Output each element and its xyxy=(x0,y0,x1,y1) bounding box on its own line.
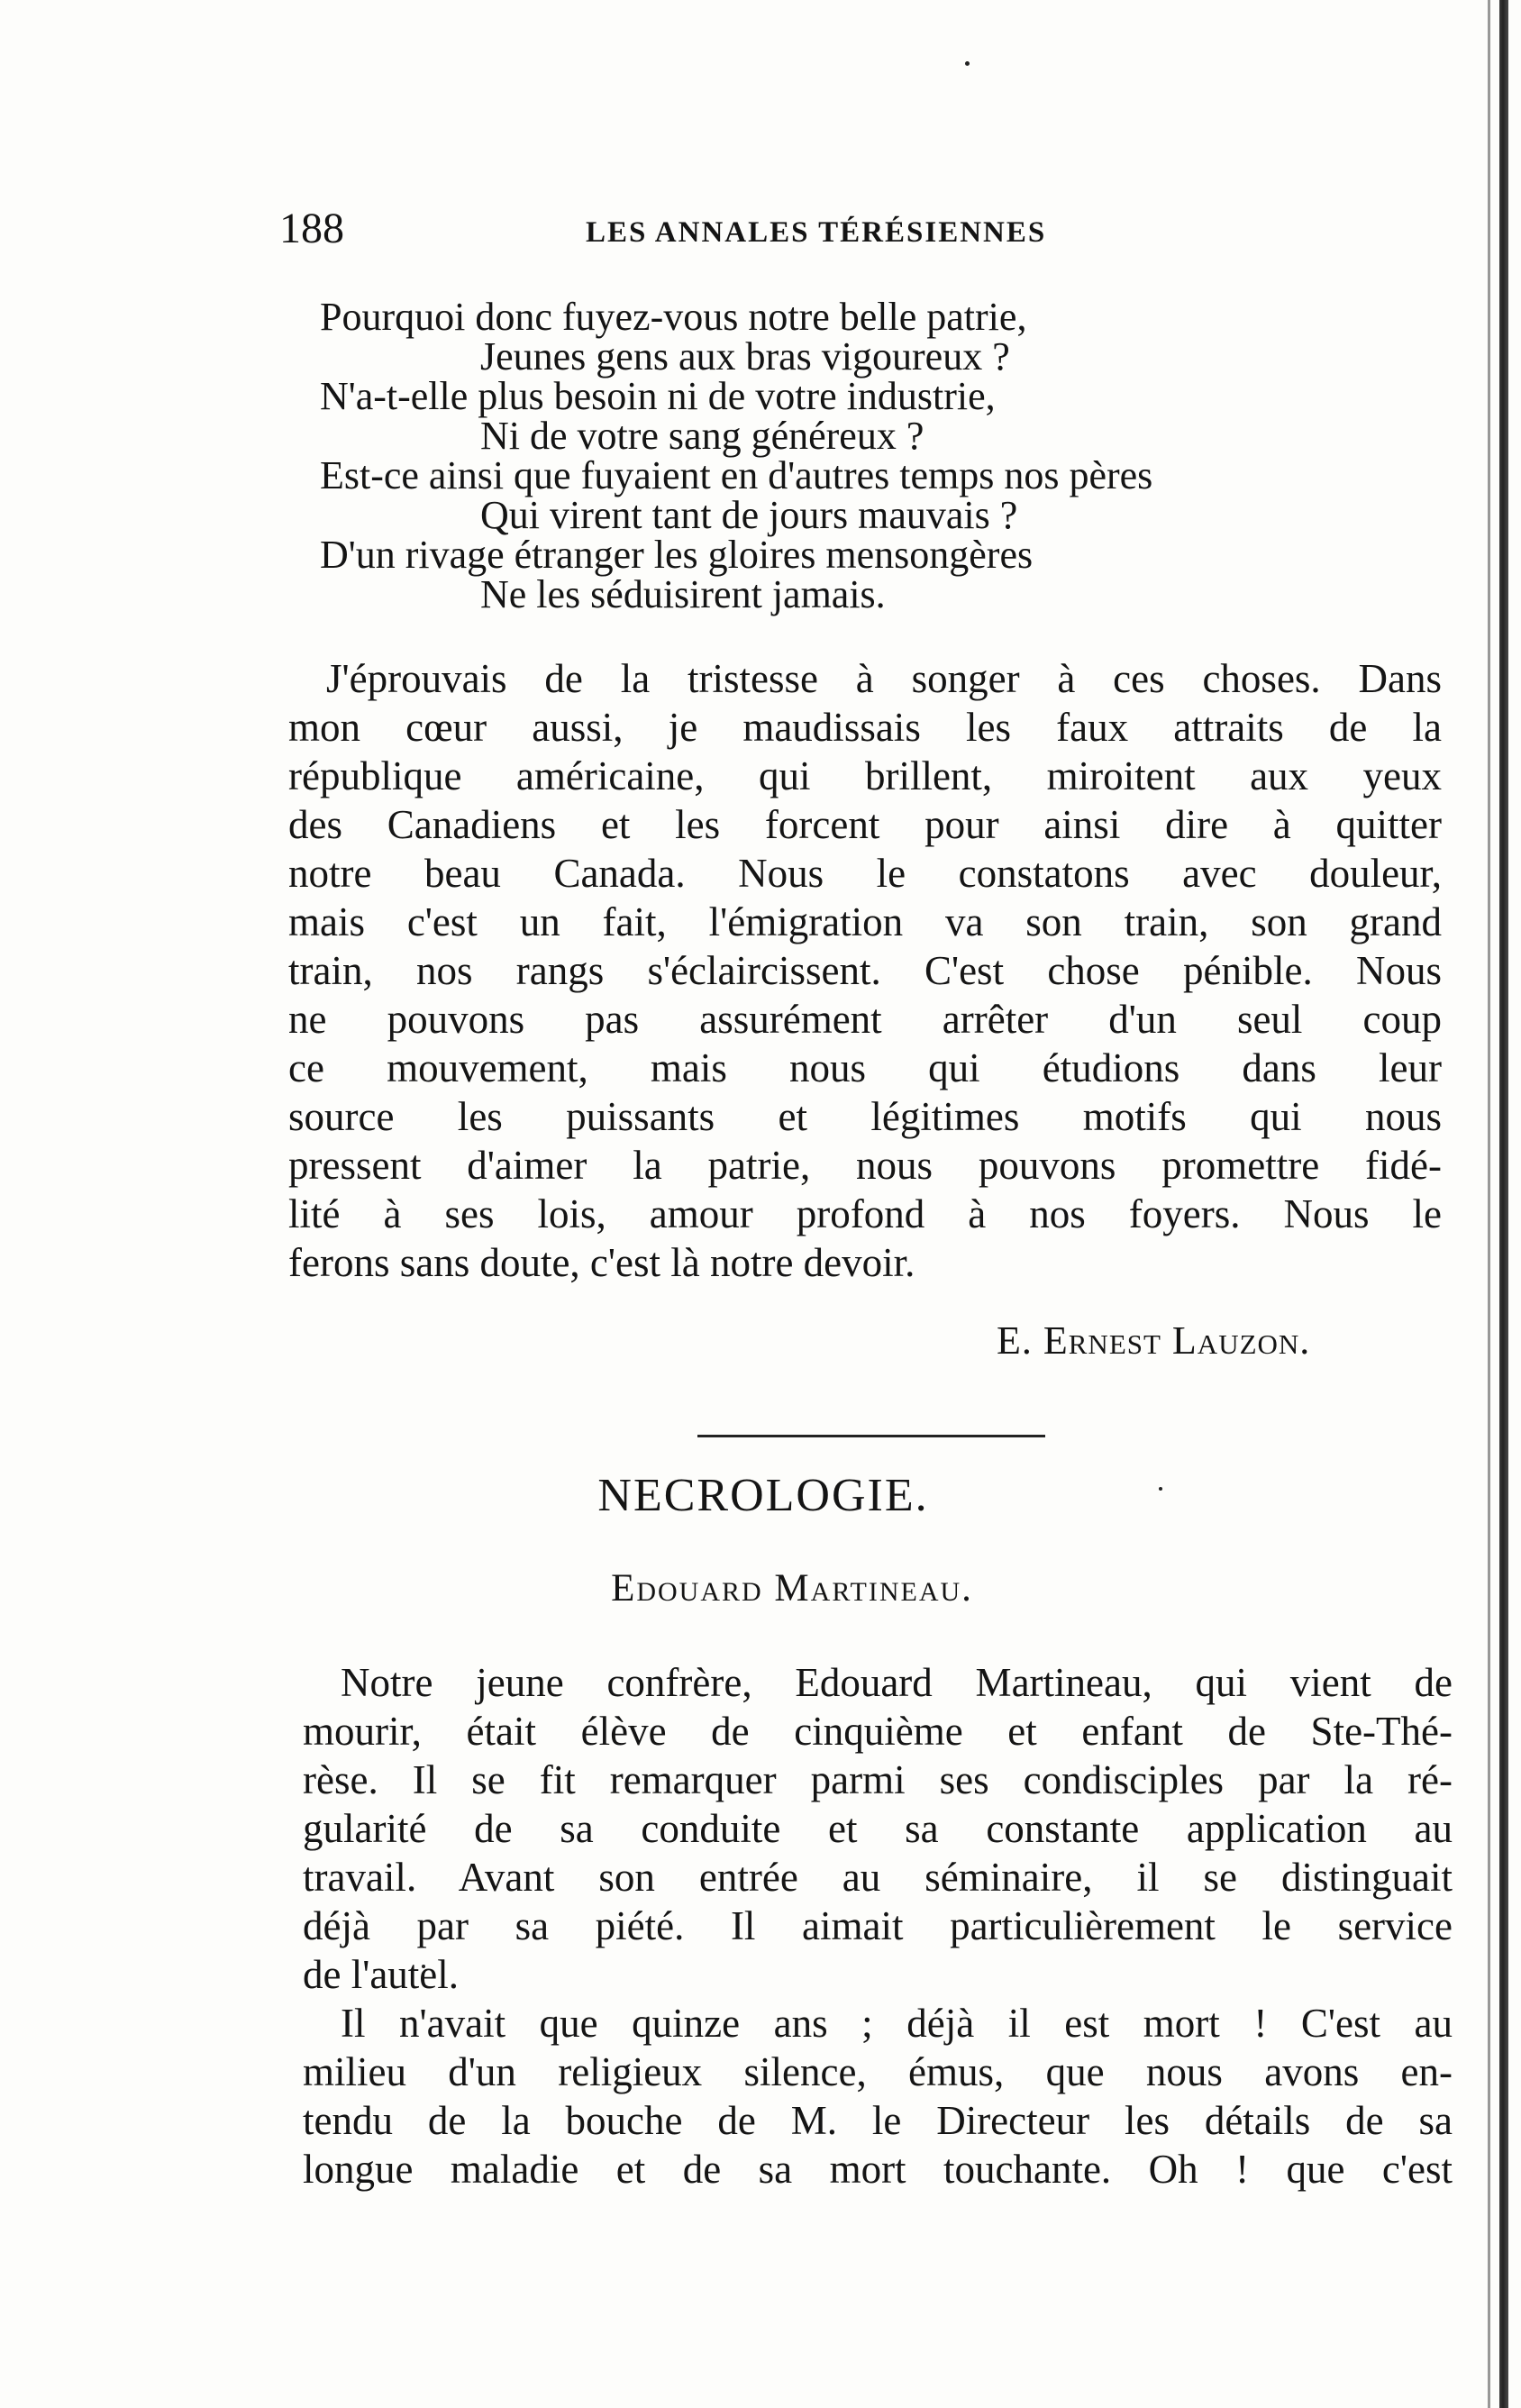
paragraph-line: Notre jeune confrère, Edouard Martineau, qui vient de xyxy=(341,1660,1453,1705)
paragraph-line: gularité de sa conduite et sa constante application au xyxy=(303,1806,1453,1851)
paragraph-line: Il n'avait que quinze ans ; déjà il est mort ! C'est au xyxy=(341,2001,1453,2046)
page-number: 188 xyxy=(279,205,344,252)
paragraph-line: mon cœur aussi, je maudissais les faux attraits de la xyxy=(288,705,1442,750)
paragraph-line: longue maladie et de sa mort touchante. Oh ! que c'est xyxy=(303,2147,1453,2192)
poem-line: Ne les séduisirent jamais. xyxy=(480,572,886,616)
page-header xyxy=(279,204,1180,258)
poem-line: N'a-t-elle plus besoin ni de votre industrie, xyxy=(320,374,996,418)
paragraph-line: mais c'est un fait, l'émigration va son train, son grand xyxy=(288,899,1442,944)
section-divider xyxy=(697,1435,1045,1437)
poem-line: D'un rivage étranger les gloires mensongères xyxy=(320,533,1034,577)
author-signature: E. Ernest Lauzon. xyxy=(997,1318,1311,1363)
paragraph-line: pressent d'aimer la patrie, nous pouvons promettre fidé- xyxy=(288,1143,1442,1188)
section-title: NECROLOGIE. xyxy=(597,1470,929,1521)
paragraph-line: ferons sans doute, c'est là notre devoir. xyxy=(288,1240,915,1285)
paragraph-line: des Canadiens et les forcent pour ainsi dire à quitter xyxy=(288,802,1442,847)
paragraph-line: milieu d'un religieux silence, émus, que nous avons en- xyxy=(303,2049,1453,2094)
poem-line: Qui virent tant de jours mauvais ? xyxy=(480,493,1018,537)
poem-line: Est-ce ainsi que fuyaient en d'autres temps nos pères xyxy=(320,453,1153,497)
paragraph-line: train, nos rangs s'éclaircissent. C'est chose pénible. Nous xyxy=(288,948,1442,993)
paragraph-line: source les puissants et légitimes motifs qui nous xyxy=(288,1094,1442,1139)
paragraph-line: notre beau Canada. Nous le constatons avec douleur, xyxy=(288,851,1442,896)
speck-mark xyxy=(965,61,970,66)
paragraph-line: lité à ses lois, amour profond à nos foyers. Nous le xyxy=(288,1191,1442,1236)
poem-stanza xyxy=(320,297,1491,615)
paragraph-line: ne pouvons pas assurément arrêter d'un seul coup xyxy=(288,997,1442,1042)
paragraph-line: de l'autel. xyxy=(303,1952,460,1997)
section-subtitle: Edouard Martineau. xyxy=(611,1567,973,1610)
body-paragraph-necrology xyxy=(303,1658,1453,1999)
poem-line: Ni de votre sang généreux ? xyxy=(480,414,924,458)
running-head: LES ANNALES TÉRÉSIENNES xyxy=(586,216,1047,249)
paragraph-line: rèse. Il se fit remarquer parmi ses condisciples par la ré- xyxy=(303,1757,1453,1802)
body-paragraph-death xyxy=(303,1999,1453,2194)
paragraph-line: déjà par sa piété. Il aimait particulièrement le service xyxy=(303,1903,1453,1948)
paragraph-line: tendu de la bouche de M. le Directeur les détails de sa xyxy=(303,2098,1453,2143)
paragraph-line: mourir, était élève de cinquième et enfant de Ste-Thé- xyxy=(303,1709,1453,1754)
paragraph-line: J'éprouvais de la tristesse à songer à ces choses. Dans xyxy=(326,656,1442,701)
paragraph-line: ce mouvement, mais nous qui étudions dans leur xyxy=(288,1045,1442,1090)
paragraph-line: république américaine, qui brillent, miroitent aux yeux xyxy=(288,753,1442,798)
poem-line: Pourquoi donc fuyez-vous notre belle patrie, xyxy=(320,295,1027,339)
paragraph-line: travail. Avant son entrée au séminaire, il se distinguait xyxy=(303,1855,1453,1900)
body-paragraph-emigration xyxy=(288,654,1442,1287)
poem-line: Jeunes gens aux bras vigoureux ? xyxy=(480,334,1010,379)
scan-edge-shadow xyxy=(1499,0,1508,2408)
